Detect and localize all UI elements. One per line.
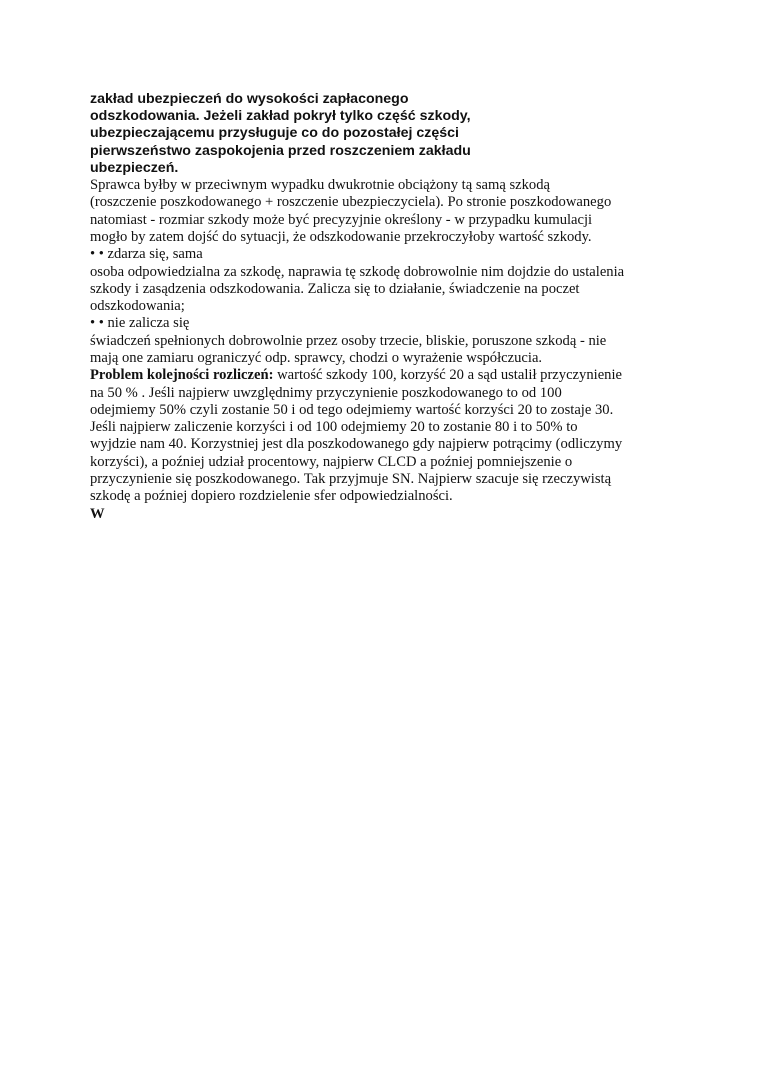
- problem-title: Problem kolejności rozliczeń:: [90, 367, 274, 384]
- paragraph-line: natomiast - rozmiar szkody może być precyzyjnie określony - w przypadku kumulacji: [90, 211, 593, 228]
- intro-bold-line: ubezpieczeń.: [90, 159, 179, 176]
- bullet-heading: • • zdarza się, sama: [90, 246, 203, 263]
- intro-bold-line: odszkodowania. Jeżeli zakład pokrył tylko część szkody,: [90, 108, 471, 125]
- intro-bold-line: pierwszeństwo zaspokojenia przed roszczeniem zakładu: [90, 142, 471, 159]
- bullet-heading: • • nie zalicza się: [90, 315, 190, 332]
- problem-line: na 50 % . Jeśli najpierw uwzględnimy przyczynienie poszkodowanego to od 100: [90, 384, 562, 401]
- problem-line: wyjdzie nam 40. Korzystniej jest dla poszkodowanego gdy najpierw potrącimy (odliczymy: [90, 436, 623, 453]
- intro-bold-line: ubezpieczającemu przysługuje co do pozostałej części: [90, 125, 459, 142]
- intro-bold-line: zakład ubezpieczeń do wysokości zapłaconego: [90, 91, 409, 107]
- document-body: [90, 91, 670, 523]
- bullet-text-line: świadczeń spełnionych dobrowolnie przez osoby trzecie, bliskie, poruszone szkodą - nie: [90, 332, 607, 349]
- bullet-text-line: odszkodowania;: [90, 298, 185, 315]
- paragraph-line: (roszczenie poszkodowanego + roszczenie ubezpieczyciela). Po stronie poszkodowanego: [90, 194, 612, 211]
- problem-line: korzyści), a poźniej udział procentowy, najpierw CLCD a poźniej pomniejszenie o: [90, 453, 573, 470]
- problem-line: Jeśli najpierw zaliczenie korzyści i od 100 odejmiemy 20 to zostanie 80 i to 50% to: [90, 419, 578, 436]
- bullet-text-line: osoba odpowiedzialna za szkodę, naprawia tę szkodę dobrowolnie nim dojdzie do ustalenia: [90, 263, 625, 280]
- problem-line: odejmiemy 50% czyli zostanie 50 i od tego odejmiemy wartość korzyści 20 to zostaje 30.: [90, 401, 614, 418]
- problem-first-line-text: wartość szkody 100, korzyść 20 a sąd ustalił przyczynienie: [273, 367, 622, 384]
- trailing-letter: W: [90, 505, 105, 522]
- bullet-text-line: mają one zamiaru ograniczyć odp. sprawcy, chodzi o wyrażenie współczucia.: [90, 349, 543, 366]
- problem-line: przyczynienie się poszkodowanego. Tak przyjmuje SN. Najpierw szacuje się rzeczywistą: [90, 471, 612, 488]
- problem-first-line: [90, 367, 670, 384]
- paragraph-line: mogło by zatem dojść do sytuacji, że odszkodowanie przekroczyłoby wartość szkody.: [90, 228, 592, 245]
- paragraph-line: Sprawca byłby w przeciwnym wypadku dwukrotnie obciążony tą samą szkodą: [90, 177, 550, 194]
- bullet-text-line: szkody i zasądzenia odszkodowania. Zalicza się to działanie, świadczenie na poczet: [90, 280, 580, 297]
- problem-line: szkodę a poźniej dopiero rozdzielenie sfer odpowiedzialności.: [90, 488, 453, 505]
